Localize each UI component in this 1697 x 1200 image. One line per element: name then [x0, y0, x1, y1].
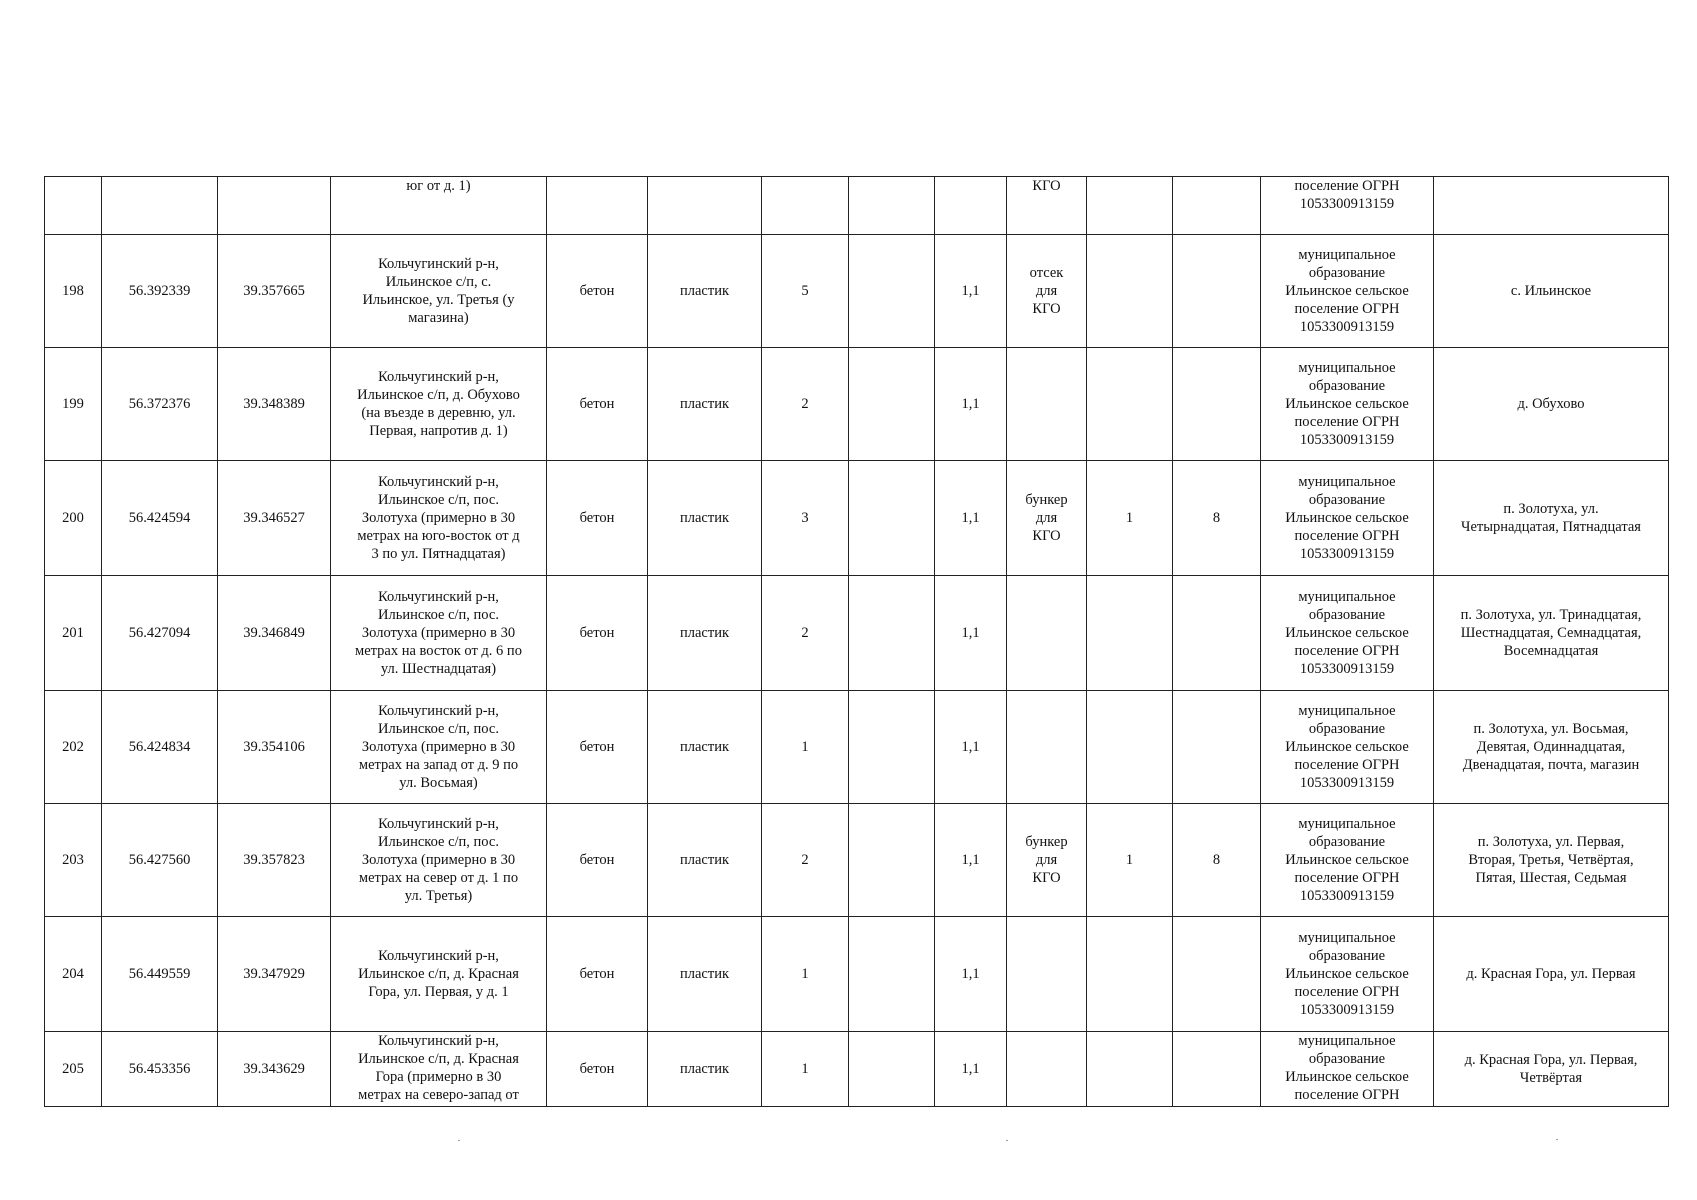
- cell-container-count: [762, 177, 849, 235]
- cell-container-volume: [935, 177, 1007, 235]
- latitude-text: 56.424594: [128, 510, 191, 526]
- owner-text: муниципальное образование Ильинское сельское поселение ОГРН 1053300913159: [1285, 816, 1409, 904]
- cell-empty-column: [849, 576, 935, 691]
- owner-text: муниципальное образование Ильинское сельское поселение ОГРН 1053300913159: [1285, 360, 1409, 448]
- cell-empty-column: [849, 461, 935, 576]
- owner-text: муниципальное образование Ильинское сельское поселение ОГРН 1053300913159: [1285, 474, 1409, 562]
- cell-row-number: [45, 235, 102, 348]
- surface-type-text: бетон: [579, 510, 615, 526]
- cell-kgo-count: [1087, 576, 1173, 691]
- cell-latitude: [102, 1032, 218, 1107]
- cell-served-area: [1434, 177, 1669, 235]
- cell-kgo-count: [1087, 917, 1173, 1032]
- cell-longitude: [218, 348, 331, 461]
- cell-kgo-count: [1087, 1032, 1173, 1107]
- longitude-text: 39.357823: [243, 852, 305, 868]
- cell-owner: [1261, 235, 1434, 348]
- cell-kgo-type: [1007, 804, 1087, 917]
- container-material-text: пластик: [679, 283, 729, 299]
- scan-speck: [1006, 1140, 1008, 1141]
- container-volume-text: 1,1: [961, 966, 980, 982]
- cell-container-material: [648, 691, 762, 804]
- cell-served-area: [1434, 576, 1669, 691]
- cell-kgo-type: [1007, 235, 1087, 348]
- cell-owner: [1261, 576, 1434, 691]
- cell-longitude: [218, 1032, 331, 1107]
- cell-address: [331, 804, 547, 917]
- address-text: юг от д. 1): [406, 178, 471, 194]
- cell-longitude: [218, 235, 331, 348]
- container-material-text: пластик: [679, 396, 729, 412]
- cell-container-count: [762, 348, 849, 461]
- cell-kgo-volume: [1173, 691, 1261, 804]
- container-material-text: пластик: [679, 852, 729, 868]
- container-material-text: пластик: [679, 510, 729, 526]
- row-number-text: 203: [62, 852, 84, 868]
- cell-address: [331, 917, 547, 1032]
- container-count-text: 1: [801, 739, 809, 755]
- scan-speck: [458, 1140, 460, 1141]
- cell-surface-type: [547, 177, 648, 235]
- cell-row-number: [45, 348, 102, 461]
- cell-owner: [1261, 691, 1434, 804]
- owner-text: муниципальное образование Ильинское сельское поселение ОГРН 1053300913159: [1285, 930, 1409, 1018]
- cell-row-number: [45, 461, 102, 576]
- kgo-type-text: бункер для КГО: [1025, 492, 1068, 544]
- container-material-text: пластик: [679, 1061, 729, 1077]
- container-volume-text: 1,1: [961, 1061, 980, 1077]
- container-count-text: 1: [801, 966, 809, 982]
- cell-container-count: [762, 576, 849, 691]
- owner-text: муниципальное образование Ильинское сельское поселение ОГРН 1053300913159: [1285, 589, 1409, 677]
- cell-kgo-type: [1007, 917, 1087, 1032]
- surface-type-text: бетон: [579, 625, 615, 641]
- cell-kgo-type: [1007, 348, 1087, 461]
- latitude-text: 56.424834: [128, 739, 191, 755]
- cell-kgo-volume: [1173, 917, 1261, 1032]
- cell-latitude: [102, 917, 218, 1032]
- latitude-text: 56.427094: [128, 625, 191, 641]
- cell-kgo-count: [1087, 691, 1173, 804]
- cell-container-count: [762, 691, 849, 804]
- latitude-text: 56.427560: [128, 852, 191, 868]
- longitude-text: 39.343629: [243, 1061, 305, 1077]
- cell-container-volume: [935, 804, 1007, 917]
- row-number-text: 198: [62, 283, 84, 299]
- cell-container-volume: [935, 1032, 1007, 1107]
- cell-row-number: [45, 177, 102, 235]
- cell-owner: [1261, 804, 1434, 917]
- cell-container-material: [648, 917, 762, 1032]
- cell-address: [331, 691, 547, 804]
- cell-surface-type: [547, 235, 648, 348]
- cell-container-count: [762, 235, 849, 348]
- container-volume-text: 1,1: [961, 510, 980, 526]
- table-body: [45, 177, 1669, 1107]
- table-row: [45, 461, 1669, 576]
- address-text: Кольчугинский р-н, Ильинское с/п, д. Красная Гора, ул. Первая, у д. 1: [358, 948, 519, 1000]
- cell-longitude: [218, 804, 331, 917]
- cell-container-volume: [935, 691, 1007, 804]
- served-area-text: п. Золотуха, ул. Восьмая, Девятая, Одиннадцатая, Двенадцатая, почта, магазин: [1462, 721, 1640, 773]
- cell-address: [331, 177, 547, 235]
- surface-type-text: бетон: [579, 852, 615, 868]
- cell-kgo-count: [1087, 804, 1173, 917]
- cell-address: [331, 235, 547, 348]
- cell-served-area: [1434, 917, 1669, 1032]
- table-row: [45, 576, 1669, 691]
- cell-kgo-count: [1087, 235, 1173, 348]
- served-area-text: п. Золотуха, ул. Тринадцатая, Шестнадцатая, Семнадцатая, Восемнадцатая: [1460, 607, 1642, 659]
- cell-address: [331, 576, 547, 691]
- table-row: [45, 804, 1669, 917]
- cell-kgo-type: [1007, 177, 1087, 235]
- owner-text: муниципальное образование Ильинское сельское поселение ОГРН 1053300913159: [1285, 247, 1409, 335]
- cell-kgo-volume: [1173, 1032, 1261, 1107]
- cell-container-volume: [935, 235, 1007, 348]
- cell-empty-column: [849, 235, 935, 348]
- longitude-text: 39.357665: [243, 283, 305, 299]
- kgo-type-text: КГО: [1032, 178, 1061, 194]
- cell-surface-type: [547, 576, 648, 691]
- address-text: Кольчугинский р-н, Ильинское с/п, пос. Золотуха (примерно в 30 метрах на север от д. 1 по ул. Третья): [358, 816, 519, 904]
- table-row: [45, 917, 1669, 1032]
- cell-row-number: [45, 917, 102, 1032]
- cell-longitude: [218, 177, 331, 235]
- container-count-text: 2: [801, 852, 809, 868]
- cell-container-volume: [935, 348, 1007, 461]
- cell-container-material: [648, 461, 762, 576]
- cell-served-area: [1434, 804, 1669, 917]
- cell-empty-column: [849, 177, 935, 235]
- cell-latitude: [102, 177, 218, 235]
- container-count-text: 2: [801, 396, 809, 412]
- table-row: [45, 1032, 1669, 1107]
- cell-container-material: [648, 177, 762, 235]
- address-text: Кольчугинский р-н, Ильинское с/п, д. Обухово (на въезде в деревню, ул. Первая, напротив д. 1): [357, 369, 520, 439]
- surface-type-text: бетон: [579, 739, 615, 755]
- served-area-text: п. Золотуха, ул. Первая, Вторая, Третья, Четвёртая, Пятая, Шестая, Седьмая: [1468, 834, 1634, 886]
- longitude-text: 39.346849: [243, 625, 305, 641]
- cell-surface-type: [547, 461, 648, 576]
- cell-owner: [1261, 348, 1434, 461]
- cell-container-material: [648, 235, 762, 348]
- cell-served-area: [1434, 691, 1669, 804]
- address-text: Кольчугинский р-н, Ильинское с/п, пос. Золотуха (примерно в 30 метрах на юго-восток от д 3 по ул. Пятнадцатая): [357, 474, 520, 562]
- cell-container-material: [648, 1032, 762, 1107]
- container-count-text: 3: [801, 510, 809, 526]
- served-area-text: п. Золотуха, ул. Четырнадцатая, Пятнадцатая: [1461, 501, 1641, 535]
- cell-empty-column: [849, 691, 935, 804]
- cell-kgo-type: [1007, 461, 1087, 576]
- row-number-text: 202: [62, 739, 84, 755]
- latitude-text: 56.392339: [128, 283, 191, 299]
- table-row: [45, 348, 1669, 461]
- kgo-volume-text: 8: [1212, 510, 1221, 526]
- waste-sites-table: [44, 176, 1669, 1107]
- cell-kgo-count: [1087, 177, 1173, 235]
- cell-served-area: [1434, 348, 1669, 461]
- cell-kgo-volume: [1173, 235, 1261, 348]
- cell-served-area: [1434, 1032, 1669, 1107]
- cell-container-count: [762, 461, 849, 576]
- longitude-text: 39.347929: [243, 966, 305, 982]
- cell-container-volume: [935, 576, 1007, 691]
- cell-longitude: [218, 917, 331, 1032]
- latitude-text: 56.453356: [128, 1061, 191, 1077]
- cell-kgo-type: [1007, 691, 1087, 804]
- surface-type-text: бетон: [579, 283, 615, 299]
- served-area-text: с. Ильинское: [1510, 283, 1592, 299]
- cell-kgo-volume: [1173, 804, 1261, 917]
- cell-empty-column: [849, 917, 935, 1032]
- table-row: [45, 235, 1669, 348]
- address-text: Кольчугинский р-н, Ильинское с/п, с. Ильинское, ул. Третья (у магазина): [362, 256, 515, 326]
- cell-row-number: [45, 576, 102, 691]
- cell-surface-type: [547, 348, 648, 461]
- scan-speck: [1556, 1139, 1558, 1140]
- cell-surface-type: [547, 917, 648, 1032]
- row-number-text: 201: [62, 625, 84, 641]
- cell-kgo-type: [1007, 576, 1087, 691]
- cell-owner: [1261, 1032, 1434, 1107]
- table-row: [45, 177, 1669, 235]
- table-row: [45, 691, 1669, 804]
- cell-kgo-type: [1007, 1032, 1087, 1107]
- cell-empty-column: [849, 1032, 935, 1107]
- container-count-text: 5: [801, 283, 809, 299]
- owner-text: муниципальное образование Ильинское сельское поселение ОГРН: [1285, 1033, 1409, 1103]
- cell-owner: [1261, 177, 1434, 235]
- cell-container-count: [762, 804, 849, 917]
- cell-served-area: [1434, 461, 1669, 576]
- row-number-text: 200: [62, 510, 84, 526]
- kgo-type-text: бункер для КГО: [1025, 834, 1068, 886]
- cell-longitude: [218, 691, 331, 804]
- cell-kgo-volume: [1173, 461, 1261, 576]
- row-number-text: 199: [62, 396, 84, 412]
- cell-address: [331, 348, 547, 461]
- cell-latitude: [102, 804, 218, 917]
- cell-kgo-volume: [1173, 348, 1261, 461]
- container-volume-text: 1,1: [961, 852, 980, 868]
- row-number-text: 205: [62, 1061, 84, 1077]
- owner-text: муниципальное образование Ильинское сельское поселение ОГРН 1053300913159: [1285, 703, 1409, 791]
- container-volume-text: 1,1: [961, 283, 980, 299]
- address-text: Кольчугинский р-н, Ильинское с/п, пос. Золотуха (примерно в 30 метрах на восток от д. 6 по ул. Шестнадцатая): [355, 589, 522, 677]
- kgo-count-text: 1: [1125, 852, 1134, 868]
- cell-latitude: [102, 576, 218, 691]
- surface-type-text: бетон: [579, 966, 615, 982]
- cell-address: [331, 1032, 547, 1107]
- cell-container-material: [648, 576, 762, 691]
- container-volume-text: 1,1: [961, 739, 980, 755]
- kgo-volume-text: 8: [1212, 852, 1221, 868]
- cell-container-count: [762, 1032, 849, 1107]
- cell-owner: [1261, 461, 1434, 576]
- served-area-text: д. Красная Гора, ул. Первая: [1466, 966, 1636, 982]
- cell-kgo-volume: [1173, 576, 1261, 691]
- longitude-text: 39.346527: [243, 510, 305, 526]
- longitude-text: 39.354106: [243, 739, 305, 755]
- surface-type-text: бетон: [579, 1061, 615, 1077]
- cell-empty-column: [849, 348, 935, 461]
- cell-empty-column: [849, 804, 935, 917]
- cell-served-area: [1434, 235, 1669, 348]
- container-volume-text: 1,1: [961, 625, 980, 641]
- longitude-text: 39.348389: [243, 396, 305, 412]
- kgo-type-text: отсек для КГО: [1029, 265, 1064, 317]
- registry-sheet: [44, 176, 1668, 1106]
- cell-surface-type: [547, 1032, 648, 1107]
- container-count-text: 2: [801, 625, 809, 641]
- cell-container-count: [762, 917, 849, 1032]
- cell-owner: [1261, 917, 1434, 1032]
- cell-container-material: [648, 804, 762, 917]
- row-number-text: 204: [62, 966, 84, 982]
- cell-row-number: [45, 804, 102, 917]
- cell-container-volume: [935, 461, 1007, 576]
- latitude-text: 56.372376: [128, 396, 191, 412]
- served-area-text: д. Обухово: [1517, 396, 1585, 412]
- cell-kgo-count: [1087, 461, 1173, 576]
- cell-row-number: [45, 1032, 102, 1107]
- cell-longitude: [218, 461, 331, 576]
- cell-container-material: [648, 348, 762, 461]
- container-material-text: пластик: [679, 739, 729, 755]
- cell-surface-type: [547, 691, 648, 804]
- cell-latitude: [102, 691, 218, 804]
- address-text: Кольчугинский р-н, Ильинское с/п, д. Красная Гора (примерно в 30 метрах на северо-запад от: [358, 1033, 519, 1103]
- container-volume-text: 1,1: [961, 396, 980, 412]
- latitude-text: 56.449559: [128, 966, 191, 982]
- kgo-count-text: 1: [1125, 510, 1134, 526]
- container-count-text: 1: [801, 1061, 809, 1077]
- cell-row-number: [45, 691, 102, 804]
- container-material-text: пластик: [679, 966, 729, 982]
- surface-type-text: бетон: [579, 396, 615, 412]
- cell-longitude: [218, 576, 331, 691]
- cell-kgo-count: [1087, 348, 1173, 461]
- cell-surface-type: [547, 804, 648, 917]
- served-area-text: д. Красная Гора, ул. Первая, Четвёртая: [1464, 1052, 1638, 1086]
- cell-address: [331, 461, 547, 576]
- cell-latitude: [102, 461, 218, 576]
- address-text: Кольчугинский р-н, Ильинское с/п, пос. Золотуха (примерно в 30 метрах на запад от д. 9 по ул. Восьмая): [358, 703, 519, 791]
- cell-kgo-volume: [1173, 177, 1261, 235]
- container-material-text: пластик: [679, 625, 729, 641]
- cell-container-volume: [935, 917, 1007, 1032]
- cell-latitude: [102, 348, 218, 461]
- owner-text: поселение ОГРН 1053300913159: [1294, 178, 1400, 212]
- cell-latitude: [102, 235, 218, 348]
